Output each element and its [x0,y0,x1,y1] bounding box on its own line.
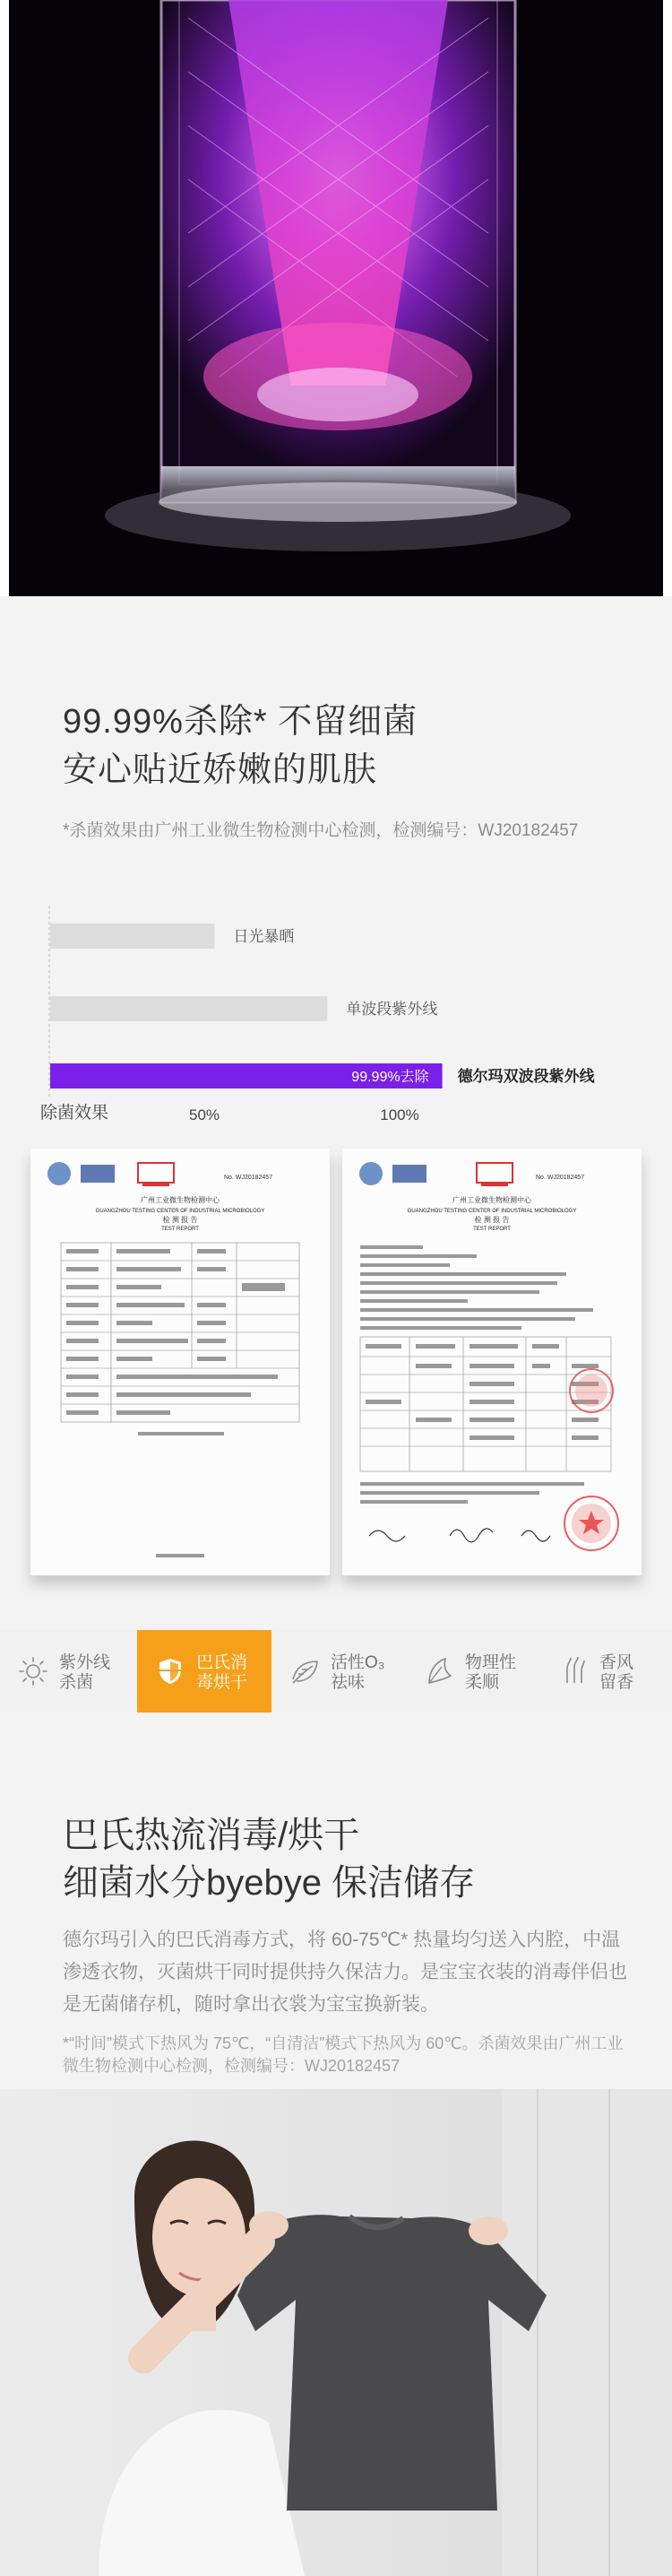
feather-icon [424,1656,454,1687]
scent-icon [558,1656,589,1687]
report-title-en-2: TEST REPORT [473,1227,511,1232]
section-footnote: *“时间”模式下热风为 75℃，“自清洁”模式下热风为 60℃。杀菌效果由广州工业微生物检测中心检测，检测编号：WJ20182457 [63,2034,624,2075]
bar-0 [50,924,214,949]
bar-category-label-2: 德尔玛双波段紫外线 [457,1068,595,1085]
bar-value-label-2: 99.99%去除 [351,1070,429,1085]
x-tick-1: 100% [380,1106,419,1123]
section-description: 德尔玛引入的巴氏消毒方式，将 60-75℃* 热量均匀送入内腔，中温渗透衣物，灭菌烘干同时提供持久保洁力。是宝宝衣装的消毒伴侣也是无菌储存机，随时拿出衣裳为宝宝换新装。 [63,1930,627,2015]
feature-tab-bar [0,1630,672,1713]
bar-category-label-0: 日光暴晒 [233,928,295,945]
report-org-en-1: GUANGZHOU TESTING CENTER OF INDUSTRIAL MICROBIOLOGY [95,1209,265,1214]
test-note: *杀菌效果由广州工业微生物检测中心检测，检测编号：WJ20182457 [63,821,579,840]
tab-uv-sterilize[interactable] [0,1630,134,1713]
section-title-line2: 安心贴近娇嫩的肌肤 [63,751,378,789]
pasteurize-section [0,1713,672,2576]
tab-pasteurize-dry[interactable] [137,1630,271,1713]
sun-icon [18,1656,48,1687]
hero-image [9,0,663,596]
report-org-cn-2: 广州工业微生物检测中心 [452,1196,531,1204]
test-report-2 [342,1149,642,1575]
sterilization-section [0,596,672,1632]
section-title-line1: 99.99%杀除* 不留细菌 [63,703,418,741]
tab-label: 活性O₃ 祛味 [331,1653,385,1692]
report-title-en-1: TEST REPORT [161,1227,199,1232]
bar-category-label-1: 单波段紫外线 [346,1001,438,1018]
report-title-cn-1: 检 测 报 告 [162,1216,198,1224]
report-no-1: No. WJ20182457 [224,1175,273,1181]
test-report-1 [30,1149,330,1575]
report-no-2: No. WJ20182457 [536,1175,585,1181]
hero-section [0,0,672,596]
mother-holding-shirt-photo [0,2089,672,2576]
tab-label: 物理性 柔顺 [465,1653,517,1692]
right-hand [469,2216,508,2245]
leaf-icon [289,1656,320,1687]
tab-label: 紫外线 杀菌 [59,1653,111,1692]
report-document-2 [342,1149,642,1575]
cnas-logo [392,1165,426,1183]
report-title-cn-2: 检 测 报 告 [474,1216,510,1224]
section-title-line2: 细菌水分byebye 保洁储存 [63,1863,476,1903]
cnas-logo [81,1165,115,1183]
ilac-logo [359,1162,383,1185]
report-document-1 [30,1149,330,1575]
tab-ozone-deodorize[interactable] [271,1630,406,1713]
report-org-en-2: GUANGZHOU TESTING CENTER OF INDUSTRIAL MICROBIOLOGY [407,1209,577,1214]
shield-icon [155,1656,185,1687]
uv-cabinet-illustration [9,0,663,596]
tab-physical-soften[interactable] [406,1630,540,1713]
tab-scent[interactable] [540,1630,672,1713]
tab-label: 巴氏消 毒烘干 [196,1653,248,1692]
tab-label: 香风 留香 [599,1653,634,1692]
ilac-logo [47,1162,71,1185]
x-tick-0: 50% [188,1106,220,1123]
report-org-cn-1: 广州工业微生物检测中心 [141,1196,220,1204]
bar-1 [50,996,327,1021]
section-title-line1: 巴氏热流消毒/烘干 [63,1816,360,1855]
x-axis-label: 除菌效果 [40,1104,109,1123]
